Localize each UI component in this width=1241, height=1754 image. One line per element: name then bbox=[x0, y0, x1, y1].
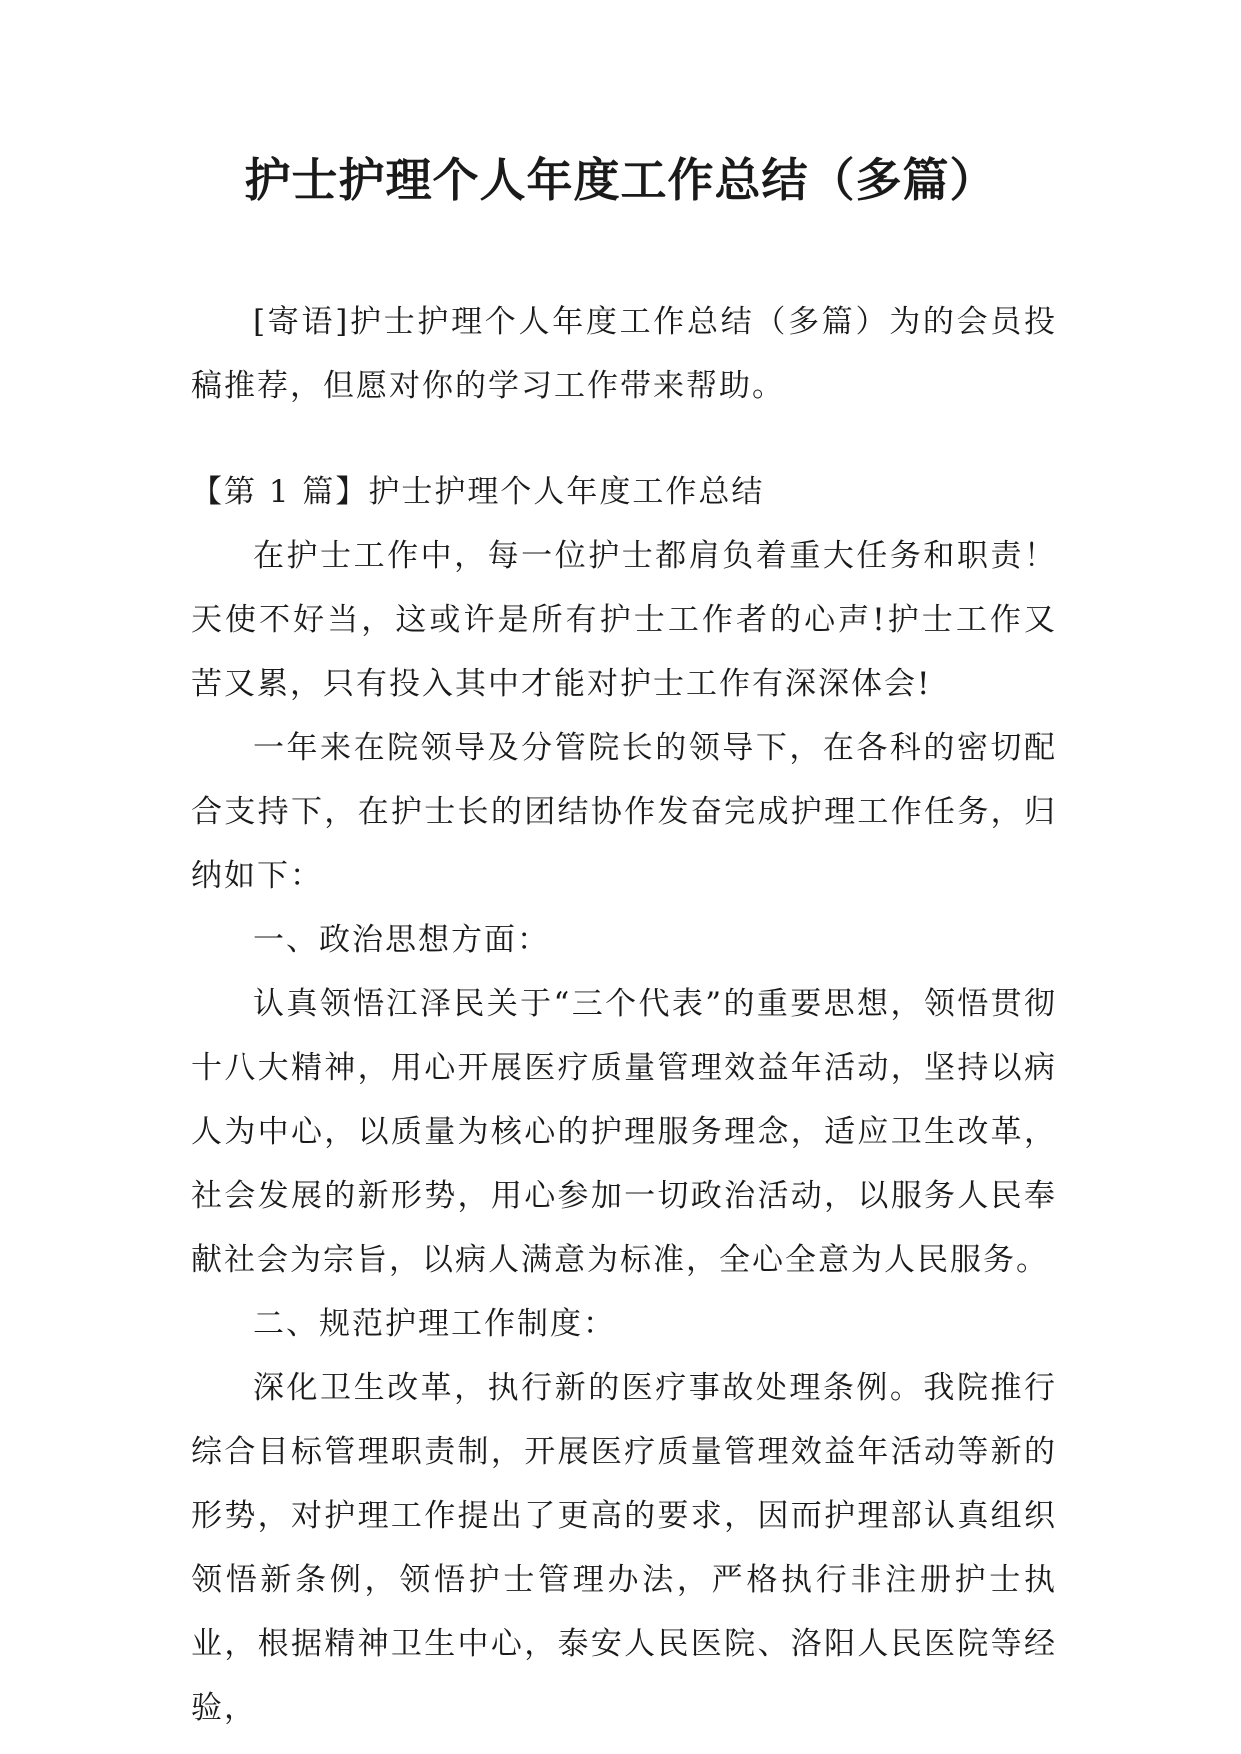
subheading-political: 一、政治思想方面： bbox=[253, 922, 550, 958]
intro-paragraph: [寄语]护士护理个人年度工作总结（多篇）为的会员投稿推荐，但愿对你的学习工作带来帮助。 bbox=[191, 304, 1057, 404]
document-body bbox=[191, 290, 1057, 1740]
body-paragraph: 在护士工作中，每一位护士都肩负着重大任务和职责！天使不好当，这或许是所有护士工作者的心声!护士工作又苦又累，只有投入其中才能对护士工作有深深体会! bbox=[191, 538, 1057, 702]
page-title: 护士护理个人年度工作总结（多篇） bbox=[244, 153, 997, 207]
section-heading: 【第 1 篇】护士护理个人年度工作总结 bbox=[191, 474, 765, 510]
subheading-regulations: 二、规范护理工作制度： bbox=[253, 1306, 616, 1342]
paragraph-gap bbox=[191, 418, 1057, 460]
body-paragraph: 一年来在院领导及分管院长的领导下，在各科的密切配合支持下，在护士长的团结协作发奋完成护理工作任务，归纳如下： bbox=[191, 730, 1057, 894]
body-paragraph: 认真领悟江泽民关于“三个代表”的重要思想，领悟贯彻十八大精神，用心开展医疗质量管理效益年活动，坚持以病人为中心，以质量为核心的护理服务理念，适应卫生改革，社会发展的新形势，用心参加一切政治活动，以服务人民奉献社会为宗旨，以病人满意为标准，全心全意为人民服务。 bbox=[191, 986, 1057, 1278]
body-paragraph: 深化卫生改革，执行新的医疗事故处理条例。我院推行综合目标管理职责制，开展医疗质量管理效益年活动等新的形势，对护理工作提出了更高的要求，因而护理部认真组织领悟新条例，领悟护士管理办法，严格执行非注册护士执业，根据精神卫生中心，泰安人民医院、洛阳人民医院等经验， bbox=[191, 1370, 1057, 1726]
